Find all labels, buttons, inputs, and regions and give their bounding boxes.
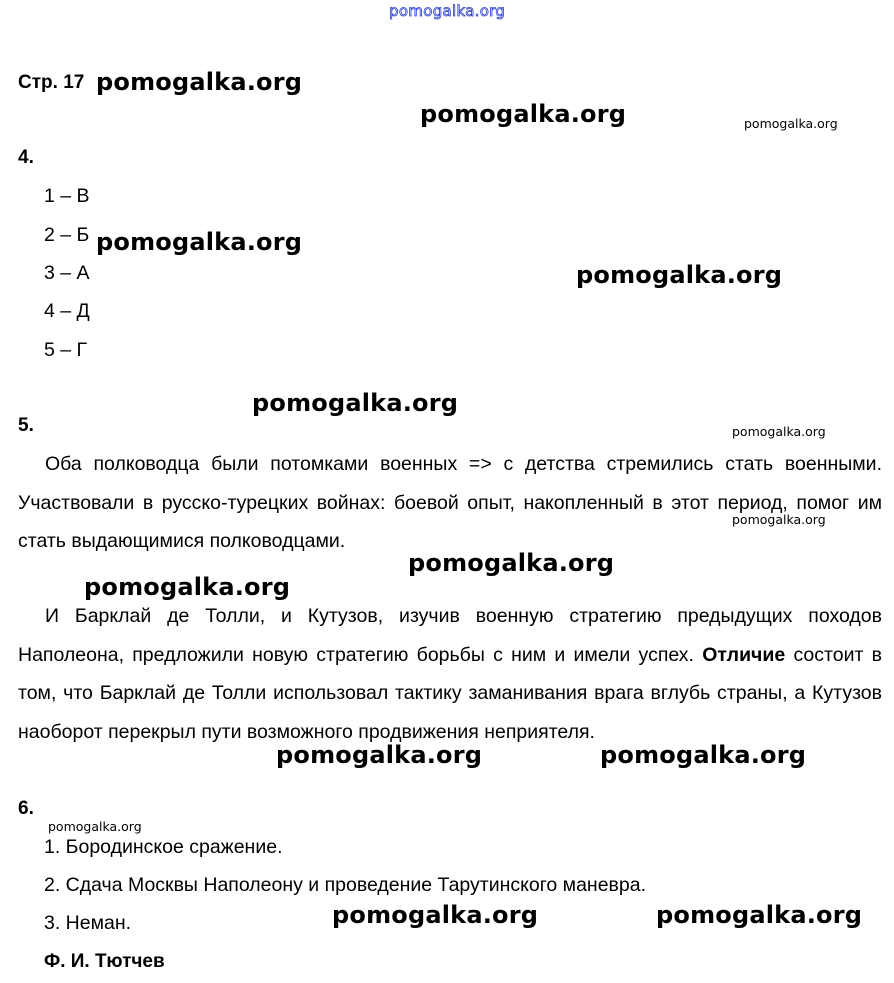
watermark-2: pomogalka.org	[420, 100, 627, 128]
difference-keyword: Отличие	[702, 643, 786, 666]
task-5-number: 5.	[18, 415, 34, 436]
watermark-5: pomogalka.org	[576, 261, 783, 289]
watermark-14: pomogalka.org	[332, 901, 539, 929]
task-6-number: 6.	[18, 798, 34, 819]
header-watermark: pomogalka.org	[389, 2, 506, 20]
task-4-answer-5: 5 – Г	[44, 339, 88, 361]
task-6-answer-3: 3. Неман.	[44, 912, 132, 934]
task-4-answer-4: 4 – Д	[44, 300, 90, 322]
watermark-15: pomogalka.org	[656, 901, 863, 929]
watermark-3: pomogalka.org	[744, 116, 838, 131]
task-4-answer-1: 1 – В	[44, 185, 90, 207]
watermark-1: pomogalka.org	[96, 68, 303, 96]
task-4-answer-3: 3 – А	[44, 262, 90, 284]
footer-heading: Ф. И. Тютчев	[44, 951, 165, 972]
watermark-11: pomogalka.org	[276, 741, 483, 769]
watermark-8: pomogalka.org	[732, 512, 826, 527]
watermark-7: pomogalka.org	[732, 424, 826, 439]
watermark-10: pomogalka.org	[84, 573, 291, 601]
task-5-paragraph-2-text: И Барклай де Толли, и Кутузов, изучив военную стратегию предыдущих походов Наполеона, предложили новую стратегию борьбы с ним и имели успех.	[18, 605, 882, 666]
watermark-9: pomogalka.org	[408, 549, 615, 577]
task-6-answer-2: 2. Сдача Москвы Наполеону и проведение Тарутинского маневра.	[44, 874, 647, 896]
watermark-13: pomogalka.org	[48, 819, 142, 834]
watermark-4: pomogalka.org	[96, 228, 303, 256]
page-label: Стр. 17	[18, 72, 85, 93]
task-4-answer-2: 2 – Б	[44, 224, 90, 246]
task-6-answer-1: 1. Бородинское сражение.	[44, 836, 283, 858]
task-5-paragraph-2-rest: состоит в том, что Барклай де Толли использовал тактику заманивания врага вглубь страны, а Кутузов наоборот перекрыл пути возможного продвижения неприятеля.	[18, 643, 883, 743]
task-4-number: 4.	[18, 147, 34, 168]
watermark-6: pomogalka.org	[252, 389, 459, 417]
task-5-paragraph-1	[18, 445, 882, 561]
watermark-12: pomogalka.org	[600, 741, 807, 769]
task-5-paragraph-1-text: Оба полководца были потомками военных => с детства стремились стать военными. Участвовали в русско-турецких войнах: боевой опыт, накопленный в этот период, помог им стать выдающимися полководцами.	[18, 453, 882, 552]
task-5-paragraph-2	[18, 597, 882, 751]
